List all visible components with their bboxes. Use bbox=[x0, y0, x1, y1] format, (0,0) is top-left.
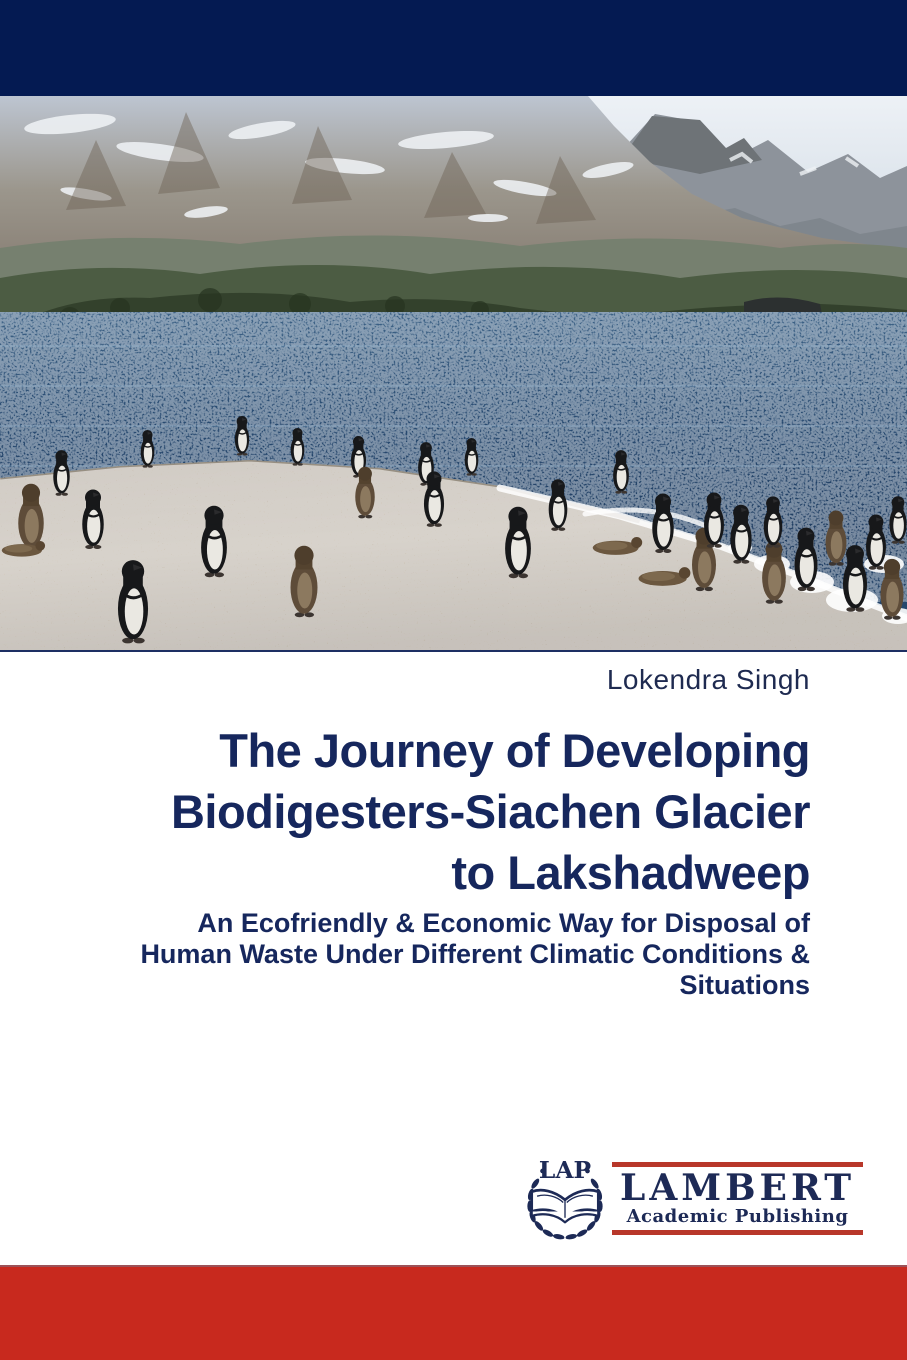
book-title bbox=[171, 720, 810, 903]
title-line-1: The Journey of Developing bbox=[219, 724, 810, 777]
book-subtitle bbox=[140, 908, 810, 1001]
bottom-red-bar bbox=[0, 1265, 907, 1360]
subtitle-line-3: Situations bbox=[679, 970, 810, 1000]
cover-photo bbox=[0, 96, 907, 652]
publisher-tagline: Academic Publishing bbox=[626, 1205, 849, 1227]
publisher-logo bbox=[520, 1154, 863, 1242]
title-line-3: to Lakshadweep bbox=[451, 846, 810, 899]
top-navy-bar bbox=[0, 0, 907, 96]
penguin-beach-scene-icon bbox=[0, 96, 907, 650]
publisher-name: LAMBERT bbox=[620, 1166, 856, 1209]
title-line-2: Biodigesters-Siachen Glacier bbox=[170, 785, 810, 838]
subtitle-line-1: An Ecofriendly & Economic Way for Disposal of bbox=[197, 908, 810, 938]
author-name: Lokendra Singh bbox=[606, 664, 810, 695]
subtitle-line-2: Human Waste Under Different Climatic Conditions & bbox=[140, 939, 810, 969]
publisher-wordmark bbox=[612, 1162, 863, 1235]
lap-emblem-icon bbox=[520, 1154, 610, 1242]
lap-emblem-text: LAP bbox=[538, 1156, 592, 1185]
